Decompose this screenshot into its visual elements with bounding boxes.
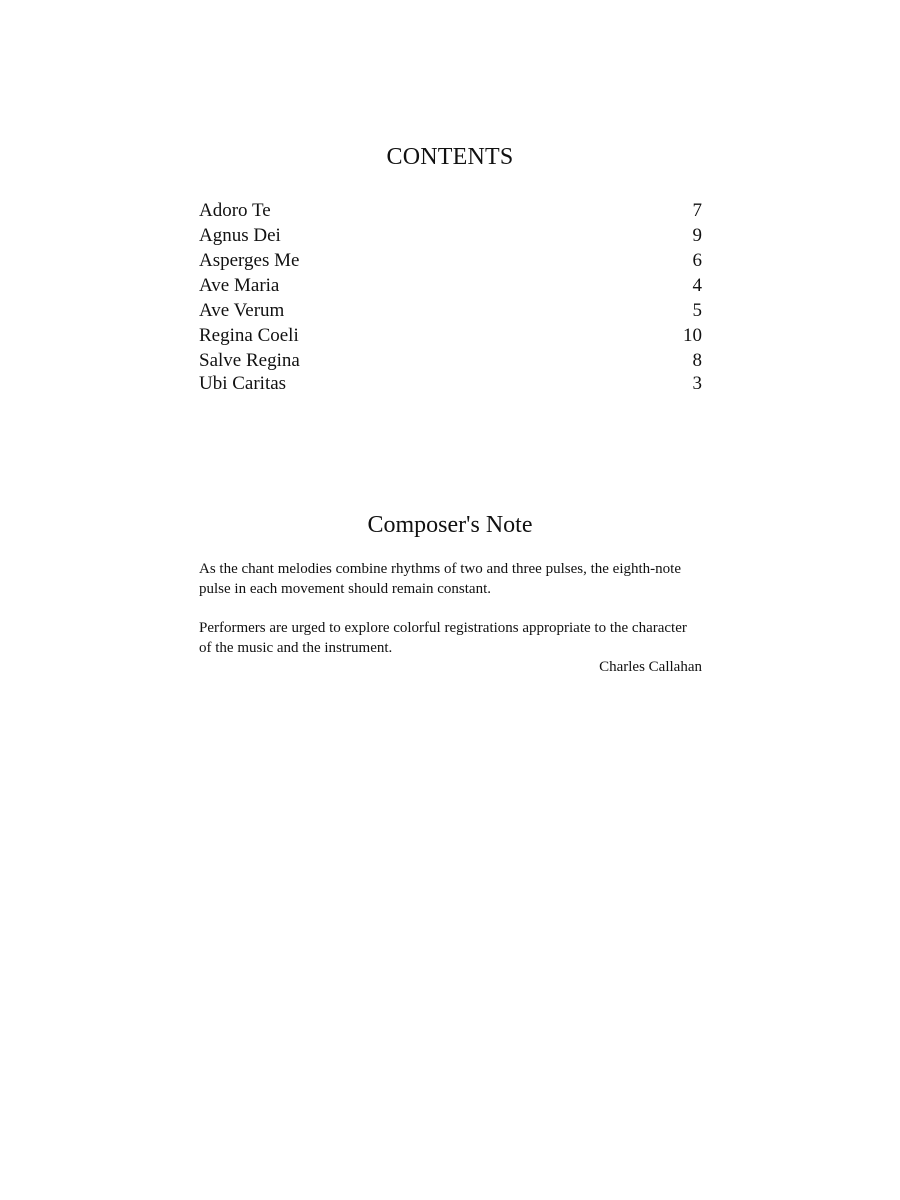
- toc-entry-title: Asperges Me: [199, 250, 300, 271]
- toc-entry-page: 10: [683, 325, 702, 346]
- toc-entry: [199, 273, 702, 298]
- toc-entry-title: Ave Verum: [199, 300, 285, 321]
- toc-entry-title: Adoro Te: [199, 200, 271, 221]
- table-of-contents: [199, 198, 702, 395]
- toc-entry-page: 9: [692, 225, 702, 246]
- note-paragraph: Performers are urged to explore colorful registrations appropriate to the character of the music and the instrument.: [199, 620, 687, 656]
- toc-entry-page: 4: [692, 275, 702, 296]
- toc-entry: [199, 223, 702, 248]
- contents-heading: CONTENTS: [386, 144, 514, 170]
- composers-note-heading: Composer's Note: [367, 512, 533, 538]
- toc-entry-page: 3: [692, 373, 702, 394]
- toc-entry-page: 7: [692, 200, 702, 221]
- toc-entry: [199, 248, 702, 273]
- toc-entry: [199, 198, 702, 223]
- toc-entry-page: 8: [692, 350, 702, 371]
- composer-signature: Charles Callahan: [599, 659, 702, 675]
- toc-entry-title: Ubi Caritas: [199, 373, 287, 394]
- note-paragraph: As the chant melodies combine rhythms of two and three pulses, the eighth-note pulse in each movement should remain constant.: [199, 561, 681, 597]
- toc-entry-title: Salve Regina: [199, 350, 300, 371]
- toc-entry: [199, 323, 702, 348]
- toc-entry-page: 5: [692, 300, 702, 321]
- toc-entry-page: 6: [692, 250, 702, 271]
- toc-entry-title: Agnus Dei: [199, 225, 281, 246]
- toc-entry: [199, 373, 702, 395]
- toc-entry: [199, 348, 702, 373]
- toc-entry-title: Ave Maria: [199, 275, 280, 296]
- toc-entry: [199, 298, 702, 323]
- toc-entry-title: Regina Coeli: [199, 325, 299, 346]
